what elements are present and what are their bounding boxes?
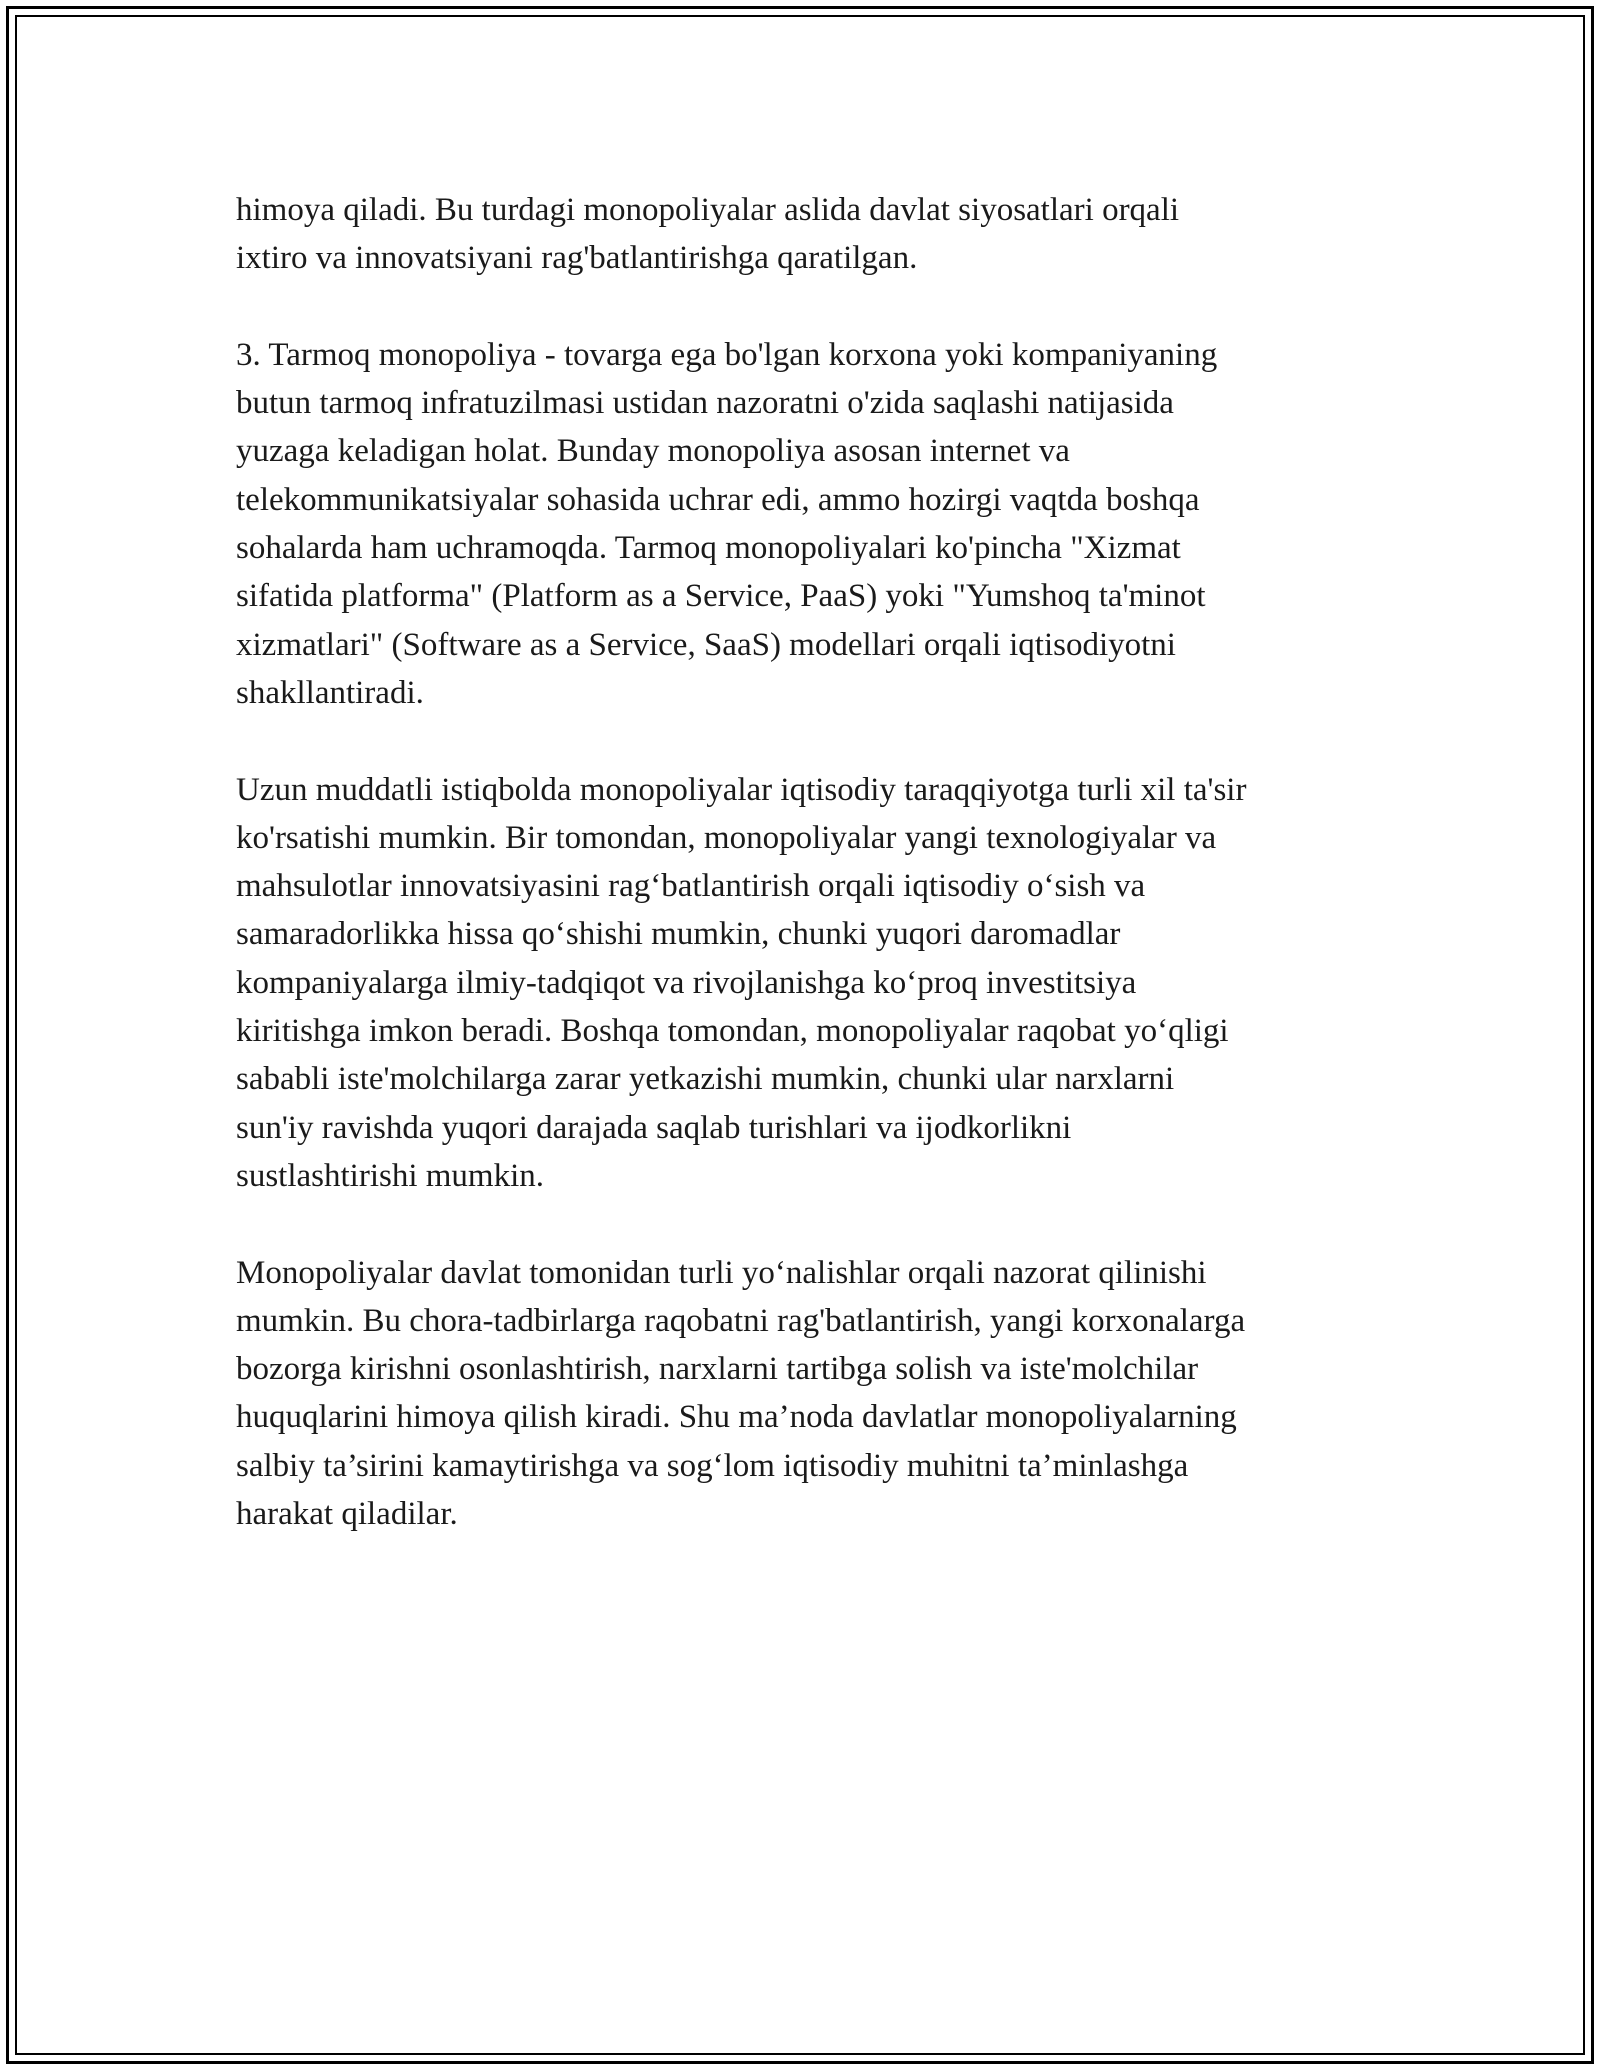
paragraph-state-regulation: Monopoliyalar davlat tomonidan turli yo‘nalishlar orqali nazorat qilinishi mumkin. Bu chora-tadbirlarga raqobatni rag'batlantirish, yangi korxonalarga bozorga kirishni osonlashtirish, narxlarni tartibga solish va iste'molchilar huquqlarini himoya qilish kiradi. Shu ma’noda davlatlar monopoliyalarning salbiy ta’sirini kamaytirishga va sog‘lom iqtisodiy muhitni ta’minlashga harakat qiladilar. bbox=[236, 1254, 1246, 1533]
paragraph-continuation: himoya qiladi. Bu turdagi monopoliyalar aslida davlat siyosatlari orqali ixtiro va innovatsiyani rag'batlantirishga qaratilgan. bbox=[236, 192, 1180, 277]
document-body bbox=[236, 186, 1386, 1538]
paragraph-network-monopoly: 3. Tarmoq monopoliya - tovarga ega bo'lgan korxona yoki kompaniyaning butun tarmoq infratuzilmasi ustidan nazoratni o'zida saqlashi natijasida yuzaga keladigan holat. Bunday monopoliya asosan internet va telekommunikatsiyalar sohasida uchrar edi, ammo hozirgi vaqtda boshqa sohalarda ham uchramoqda. Tarmoq monopoliyalari ko'pincha "Xizmat sifatida platforma" (Platform as a Service, PaaS) yoki "Yumshoq ta'minot xizmatlari" (Software as a Service, SaaS) modellari orqali iqtisodiyotni shakllantiradi. bbox=[236, 336, 1218, 711]
paragraph-long-term-impact: Uzun muddatli istiqbolda monopoliyalar iqtisodiy taraqqiyotga turli xil ta'sir ko'rsatishi mumkin. Bir tomondan, monopoliyalar yangi texnologiyalar va mahsulotlar innovatsiyasini rag‘batlantirish orqali iqtisodiy o‘sish va samaradorlikka hissa qo‘shishi mumkin, chunki yuqori daromadlar kompaniyalarga ilmiy-tadqiqot va rivojlanishga ko‘proq investitsiya kiritishga imkon beradi. Boshqa tomondan, monopoliyalar raqobat yo‘qligi sababli iste'molchilarga zarar yetkazishi mumkin, chunki ular narxlarni sun'iy ravishda yuqori darajada saqlab turishlari va ijodkorlikni sustlashtirishi mumkin. bbox=[236, 771, 1247, 1194]
